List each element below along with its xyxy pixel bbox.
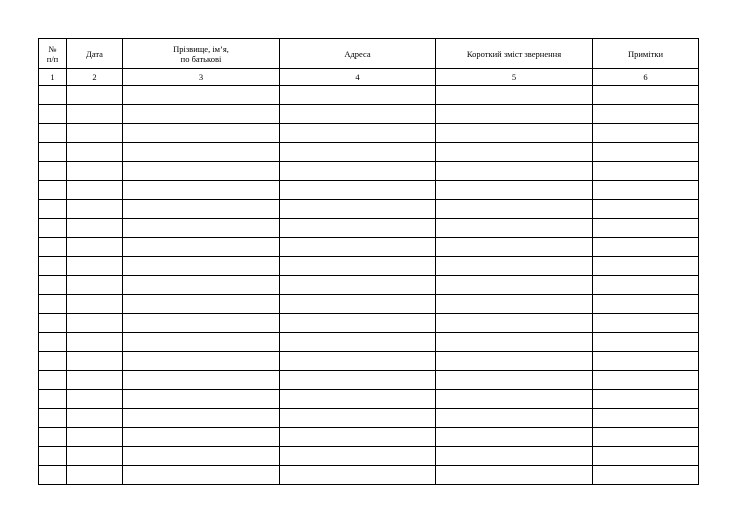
table-cell [39, 162, 67, 181]
header-address-label: Адреса [344, 48, 371, 59]
table-cell [39, 409, 67, 428]
table-cell [436, 466, 593, 485]
table-row [39, 257, 699, 276]
table-cell [436, 428, 593, 447]
table-cell [436, 333, 593, 352]
table-cell [39, 428, 67, 447]
table-cell [123, 447, 280, 466]
table-cell [593, 257, 699, 276]
table-row [39, 409, 699, 428]
table-cell [67, 371, 123, 390]
header-number-line-1: № [48, 43, 57, 54]
table-cell [39, 352, 67, 371]
table-cell [436, 276, 593, 295]
header-notes [593, 39, 699, 69]
table-row [39, 390, 699, 409]
table-cell [436, 390, 593, 409]
table-cell [593, 409, 699, 428]
header-full-name [123, 39, 280, 69]
table-cell [280, 276, 436, 295]
table-cell [39, 181, 67, 200]
table-cell [280, 371, 436, 390]
table-cell [593, 181, 699, 200]
table-cell [123, 181, 280, 200]
table-cell [593, 276, 699, 295]
table-row [39, 181, 699, 200]
table-row [39, 466, 699, 485]
table-cell [123, 314, 280, 333]
column-number-1: 1 [39, 69, 67, 86]
table-cell [280, 162, 436, 181]
table-row [39, 428, 699, 447]
table-cell [593, 352, 699, 371]
table-cell [39, 371, 67, 390]
table-cell [436, 447, 593, 466]
table-cell [593, 466, 699, 485]
table-cell [280, 314, 436, 333]
header-row [39, 39, 699, 69]
register-body [39, 86, 699, 485]
table-cell [67, 200, 123, 219]
table-cell [67, 181, 123, 200]
table-cell [67, 162, 123, 181]
table-cell [436, 86, 593, 105]
table-cell [67, 409, 123, 428]
table-row [39, 162, 699, 181]
header-full-name-line-2: по батькові [180, 53, 222, 64]
table-cell [67, 86, 123, 105]
table-cell [436, 181, 593, 200]
table-row [39, 238, 699, 257]
table-cell [593, 390, 699, 409]
table-cell [67, 333, 123, 352]
table-row [39, 86, 699, 105]
table-cell [593, 295, 699, 314]
table-cell [280, 219, 436, 238]
table-cell [39, 86, 67, 105]
header-notes-label: Примітки [627, 48, 664, 59]
table-cell [67, 257, 123, 276]
table-cell [67, 105, 123, 124]
table-cell [593, 314, 699, 333]
table-cell [123, 295, 280, 314]
table-cell [436, 143, 593, 162]
table-cell [280, 143, 436, 162]
table-cell [39, 314, 67, 333]
table-cell [280, 466, 436, 485]
table-cell [593, 86, 699, 105]
table-cell [39, 276, 67, 295]
table-cell [67, 143, 123, 162]
table-cell [123, 352, 280, 371]
table-cell [436, 238, 593, 257]
table-cell [123, 390, 280, 409]
column-number-row [39, 69, 699, 86]
column-number-3: 3 [123, 69, 280, 86]
table-cell [67, 390, 123, 409]
table-cell [593, 162, 699, 181]
table-cell [593, 333, 699, 352]
table-cell [123, 162, 280, 181]
header-number [39, 39, 67, 69]
column-number-5: 5 [436, 69, 593, 86]
table-cell [67, 314, 123, 333]
table-cell [280, 333, 436, 352]
table-cell [123, 200, 280, 219]
table-cell [67, 124, 123, 143]
table-cell [39, 333, 67, 352]
table-cell [280, 257, 436, 276]
table-cell [39, 447, 67, 466]
table-cell [280, 390, 436, 409]
table-cell [280, 352, 436, 371]
table-cell [436, 124, 593, 143]
header-address [280, 39, 436, 69]
table-cell [280, 409, 436, 428]
table-cell [123, 409, 280, 428]
table-cell [593, 143, 699, 162]
column-number-6: 6 [593, 69, 699, 86]
table-cell [593, 124, 699, 143]
table-cell [67, 352, 123, 371]
table-cell [67, 238, 123, 257]
table-row [39, 105, 699, 124]
table-row [39, 143, 699, 162]
table-cell [123, 105, 280, 124]
header-summary [436, 39, 593, 69]
table-cell [39, 219, 67, 238]
table-cell [280, 86, 436, 105]
header-full-name-line-1: Прізвище, ім’я, [173, 43, 229, 54]
table-cell [280, 181, 436, 200]
table-cell [436, 371, 593, 390]
table-cell [123, 428, 280, 447]
table-cell [123, 257, 280, 276]
table-cell [39, 124, 67, 143]
table-cell [436, 257, 593, 276]
header-date-label: Дата [86, 48, 103, 59]
header-number-line-2: п/п [46, 53, 59, 64]
table-cell [39, 105, 67, 124]
table-cell [593, 238, 699, 257]
table-cell [39, 295, 67, 314]
table-cell [436, 295, 593, 314]
table-cell [280, 105, 436, 124]
table-row [39, 371, 699, 390]
correspondence-register-table [38, 38, 699, 485]
table-row [39, 333, 699, 352]
table-cell [593, 219, 699, 238]
table-cell [67, 219, 123, 238]
table-row [39, 295, 699, 314]
table-cell [39, 200, 67, 219]
table-cell [123, 276, 280, 295]
column-number-2: 2 [67, 69, 123, 86]
table-cell [593, 200, 699, 219]
table-cell [123, 238, 280, 257]
table-cell [593, 105, 699, 124]
table-cell [123, 371, 280, 390]
table-cell [280, 238, 436, 257]
table-cell [39, 143, 67, 162]
table-cell [280, 200, 436, 219]
table-row [39, 124, 699, 143]
table-row [39, 352, 699, 371]
table-cell [39, 238, 67, 257]
table-cell [123, 143, 280, 162]
table-cell [280, 295, 436, 314]
table-cell [39, 390, 67, 409]
table-cell [436, 352, 593, 371]
table-cell [123, 466, 280, 485]
table-cell [436, 314, 593, 333]
table-cell [67, 447, 123, 466]
table-row [39, 314, 699, 333]
table-cell [280, 428, 436, 447]
table-cell [593, 371, 699, 390]
table-cell [280, 447, 436, 466]
table-cell [593, 428, 699, 447]
table-cell [39, 466, 67, 485]
table-cell [436, 409, 593, 428]
table-cell [39, 257, 67, 276]
table-cell [67, 466, 123, 485]
table-cell [436, 219, 593, 238]
table-cell [123, 86, 280, 105]
table-row [39, 219, 699, 238]
table-cell [123, 124, 280, 143]
table-cell [67, 295, 123, 314]
table-cell [593, 447, 699, 466]
table-cell [67, 428, 123, 447]
table-cell [280, 124, 436, 143]
table-row [39, 276, 699, 295]
table-row [39, 447, 699, 466]
table-cell [436, 200, 593, 219]
header-summary-label: Короткий зміст звернення [466, 48, 562, 59]
header-date [67, 39, 123, 69]
table-cell [123, 219, 280, 238]
table-cell [436, 162, 593, 181]
table-cell [436, 105, 593, 124]
table-cell [67, 276, 123, 295]
table-cell [123, 333, 280, 352]
column-number-4: 4 [280, 69, 436, 86]
table-row [39, 200, 699, 219]
